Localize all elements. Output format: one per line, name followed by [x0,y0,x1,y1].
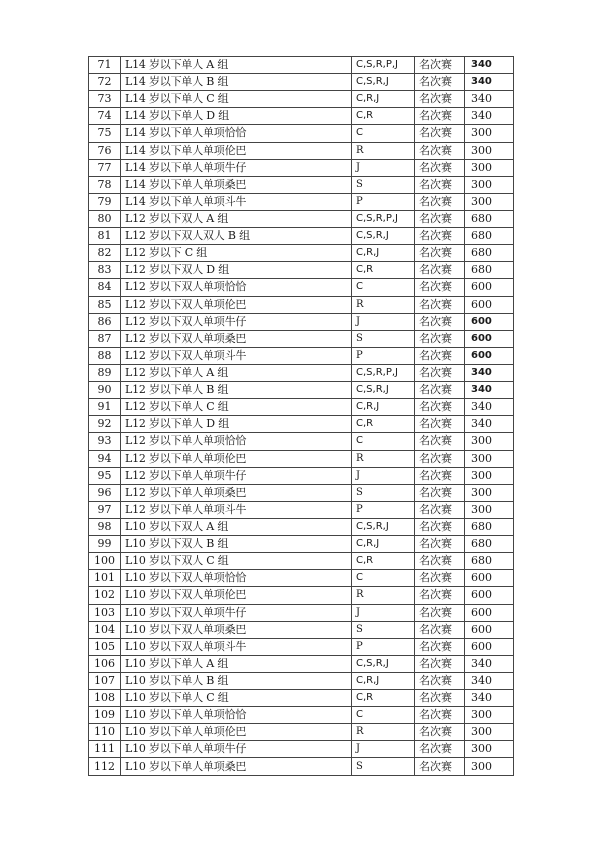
competition-type: 名次赛 [415,570,465,587]
event-name: L14 岁以下单人单项伦巴 [121,142,352,159]
table-body [89,57,514,776]
competition-type: 名次赛 [415,364,465,381]
dance-codes: R [352,450,415,467]
competition-type: 名次赛 [415,279,465,296]
dance-codes: C,S,R,P,J [352,364,415,381]
competition-type: 名次赛 [415,501,465,518]
competition-type: 名次赛 [415,108,465,125]
table-row [89,296,514,313]
event-number: 99 [89,536,121,553]
table-row [89,91,514,108]
event-name: L14 岁以下单人单项桑巴 [121,176,352,193]
entry-fee: 600 [465,313,514,330]
event-name: L12 岁以下双人单项牛仔 [121,313,352,330]
event-name: L10 岁以下单人 A 组 [121,655,352,672]
dance-codes: S [352,621,415,638]
event-number: 112 [89,758,121,775]
entry-fee: 340 [465,399,514,416]
dance-codes: C,R [352,553,415,570]
event-name: L10 岁以下双人 C 组 [121,553,352,570]
table-row [89,159,514,176]
dance-codes: C [352,125,415,142]
event-number: 76 [89,142,121,159]
table-row [89,313,514,330]
table-row [89,382,514,399]
event-name: L14 岁以下单人 C 组 [121,91,352,108]
competition-type: 名次赛 [415,382,465,399]
event-name: L10 岁以下单人 C 组 [121,690,352,707]
event-fee-table [88,56,514,776]
entry-fee: 340 [465,364,514,381]
event-name: L10 岁以下单人单项牛仔 [121,741,352,758]
entry-fee: 340 [465,672,514,689]
dance-codes: S [352,484,415,501]
event-name: L14 岁以下单人单项牛仔 [121,159,352,176]
table-row [89,724,514,741]
table-row [89,262,514,279]
entry-fee: 600 [465,279,514,296]
competition-type: 名次赛 [415,245,465,262]
table-row [89,364,514,381]
dance-codes: J [352,313,415,330]
dance-codes: J [352,467,415,484]
event-number: 89 [89,364,121,381]
event-number: 79 [89,193,121,210]
event-name: L12 岁以下双人单项斗牛 [121,347,352,364]
dance-codes: P [352,638,415,655]
entry-fee: 300 [465,450,514,467]
entry-fee: 340 [465,74,514,91]
competition-type: 名次赛 [415,707,465,724]
dance-codes: C [352,279,415,296]
entry-fee: 600 [465,347,514,364]
competition-type: 名次赛 [415,433,465,450]
table-row [89,758,514,775]
competition-type: 名次赛 [415,296,465,313]
event-number: 96 [89,484,121,501]
competition-type: 名次赛 [415,228,465,245]
event-number: 72 [89,74,121,91]
event-number: 85 [89,296,121,313]
competition-type: 名次赛 [415,690,465,707]
event-number: 110 [89,724,121,741]
dance-codes: J [352,159,415,176]
table-row [89,450,514,467]
competition-type: 名次赛 [415,57,465,74]
competition-type: 名次赛 [415,91,465,108]
entry-fee: 680 [465,245,514,262]
table-row [89,518,514,535]
dance-codes: C [352,433,415,450]
dance-codes: C,R,J [352,245,415,262]
entry-fee: 300 [465,159,514,176]
event-name: L12 岁以下双人双人 B 组 [121,228,352,245]
event-number: 92 [89,416,121,433]
event-name: L12 岁以下双人单项恰恰 [121,279,352,296]
competition-type: 名次赛 [415,621,465,638]
event-number: 90 [89,382,121,399]
event-number: 108 [89,690,121,707]
entry-fee: 300 [465,467,514,484]
entry-fee: 600 [465,638,514,655]
event-number: 101 [89,570,121,587]
event-name: L12 岁以下双人单项桑巴 [121,330,352,347]
competition-type: 名次赛 [415,176,465,193]
event-name: L12 岁以下单人单项伦巴 [121,450,352,467]
dance-codes: R [352,587,415,604]
competition-type: 名次赛 [415,74,465,91]
event-number: 105 [89,638,121,655]
table-row [89,125,514,142]
event-name: L12 岁以下单人 B 组 [121,382,352,399]
event-number: 100 [89,553,121,570]
event-name: L10 岁以下双人单项恰恰 [121,570,352,587]
event-number: 91 [89,399,121,416]
event-number: 81 [89,228,121,245]
entry-fee: 680 [465,536,514,553]
competition-type: 名次赛 [415,399,465,416]
entry-fee: 300 [465,176,514,193]
event-number: 73 [89,91,121,108]
entry-fee: 600 [465,296,514,313]
dance-codes: C,R [352,262,415,279]
event-name: L12 岁以下单人单项恰恰 [121,433,352,450]
table-row [89,210,514,227]
dance-codes: C,R,J [352,672,415,689]
dance-codes: C,S,R,J [352,382,415,399]
table-row [89,330,514,347]
event-name: L10 岁以下双人单项斗牛 [121,638,352,655]
entry-fee: 680 [465,228,514,245]
entry-fee: 300 [465,501,514,518]
table-row [89,228,514,245]
competition-type: 名次赛 [415,724,465,741]
table-row [89,707,514,724]
entry-fee: 340 [465,91,514,108]
dance-codes: R [352,724,415,741]
table-row [89,484,514,501]
competition-type: 名次赛 [415,536,465,553]
dance-codes: P [352,501,415,518]
entry-fee: 600 [465,587,514,604]
entry-fee: 680 [465,262,514,279]
table-row [89,142,514,159]
entry-fee: 300 [465,142,514,159]
entry-fee: 680 [465,553,514,570]
entry-fee: 300 [465,707,514,724]
table-row [89,245,514,262]
competition-type: 名次赛 [415,741,465,758]
event-number: 111 [89,741,121,758]
competition-type: 名次赛 [415,467,465,484]
event-name: L14 岁以下单人单项斗牛 [121,193,352,210]
dance-codes: P [352,193,415,210]
table-row [89,621,514,638]
event-name: L12 岁以下单人单项牛仔 [121,467,352,484]
dance-codes: R [352,296,415,313]
entry-fee: 600 [465,570,514,587]
event-name: L12 岁以下单人 A 组 [121,364,352,381]
table-row [89,587,514,604]
event-name: L12 岁以下单人单项斗牛 [121,501,352,518]
table-row [89,108,514,125]
entry-fee: 600 [465,604,514,621]
event-number: 83 [89,262,121,279]
dance-codes: C,R [352,108,415,125]
competition-type: 名次赛 [415,655,465,672]
event-number: 86 [89,313,121,330]
event-number: 78 [89,176,121,193]
competition-type: 名次赛 [415,553,465,570]
event-name: L14 岁以下单人 A 组 [121,57,352,74]
table-row [89,501,514,518]
dance-codes: C,R,J [352,91,415,108]
event-number: 95 [89,467,121,484]
event-number: 102 [89,587,121,604]
dance-codes: C,S,R,J [352,518,415,535]
dance-codes: C,R,J [352,536,415,553]
event-name: L12 岁以下双人 D 组 [121,262,352,279]
competition-type: 名次赛 [415,159,465,176]
competition-type: 名次赛 [415,210,465,227]
dance-codes: C,S,R,J [352,228,415,245]
dance-codes: J [352,741,415,758]
competition-type: 名次赛 [415,604,465,621]
dance-codes: J [352,604,415,621]
table-row [89,690,514,707]
competition-type: 名次赛 [415,587,465,604]
dance-codes: R [352,142,415,159]
event-name: L14 岁以下单人单项恰恰 [121,125,352,142]
entry-fee: 340 [465,690,514,707]
table-row [89,536,514,553]
entry-fee: 340 [465,382,514,399]
event-name: L10 岁以下双人单项牛仔 [121,604,352,621]
entry-fee: 340 [465,108,514,125]
entry-fee: 600 [465,330,514,347]
event-name: L10 岁以下单人单项恰恰 [121,707,352,724]
event-number: 106 [89,655,121,672]
event-name: L10 岁以下单人单项桑巴 [121,758,352,775]
dance-codes: C [352,707,415,724]
event-number: 98 [89,518,121,535]
dance-codes: C,S,R,P,J [352,57,415,74]
event-number: 75 [89,125,121,142]
entry-fee: 680 [465,210,514,227]
dance-codes: C,S,R,J [352,74,415,91]
event-number: 104 [89,621,121,638]
event-number: 74 [89,108,121,125]
event-name: L14 岁以下单人 B 组 [121,74,352,91]
competition-type: 名次赛 [415,450,465,467]
dance-codes: S [352,176,415,193]
competition-type: 名次赛 [415,638,465,655]
event-number: 82 [89,245,121,262]
competition-type: 名次赛 [415,330,465,347]
competition-type: 名次赛 [415,313,465,330]
dance-codes: S [352,758,415,775]
event-name: L12 岁以下双人 A 组 [121,210,352,227]
dance-codes: C,S,R,J [352,655,415,672]
dance-codes: P [352,347,415,364]
event-name: L12 岁以下 C 组 [121,245,352,262]
table-row [89,638,514,655]
competition-type: 名次赛 [415,416,465,433]
event-number: 94 [89,450,121,467]
competition-type: 名次赛 [415,518,465,535]
event-name: L12 岁以下单人 D 组 [121,416,352,433]
event-name: L10 岁以下双人 B 组 [121,536,352,553]
table-row [89,741,514,758]
competition-type: 名次赛 [415,193,465,210]
event-number: 77 [89,159,121,176]
table-row [89,193,514,210]
event-name: L10 岁以下双人单项伦巴 [121,587,352,604]
event-name: L12 岁以下双人单项伦巴 [121,296,352,313]
competition-type: 名次赛 [415,262,465,279]
event-number: 107 [89,672,121,689]
table-row [89,570,514,587]
event-number: 80 [89,210,121,227]
competition-type: 名次赛 [415,142,465,159]
event-name: L10 岁以下双人单项桑巴 [121,621,352,638]
table-row [89,399,514,416]
event-name: L12 岁以下单人单项桑巴 [121,484,352,501]
entry-fee: 300 [465,125,514,142]
entry-fee: 300 [465,484,514,501]
event-name: L14 岁以下单人 D 组 [121,108,352,125]
event-name: L10 岁以下双人 A 组 [121,518,352,535]
entry-fee: 340 [465,655,514,672]
event-number: 88 [89,347,121,364]
entry-fee: 340 [465,416,514,433]
entry-fee: 300 [465,758,514,775]
table-row [89,416,514,433]
table-row [89,176,514,193]
event-number: 87 [89,330,121,347]
competition-type: 名次赛 [415,125,465,142]
dance-codes: C,S,R,P,J [352,210,415,227]
competition-type: 名次赛 [415,758,465,775]
entry-fee: 300 [465,193,514,210]
event-number: 93 [89,433,121,450]
event-number: 103 [89,604,121,621]
entry-fee: 600 [465,621,514,638]
table-row [89,347,514,364]
event-number: 97 [89,501,121,518]
table-row [89,57,514,74]
event-number: 71 [89,57,121,74]
competition-type: 名次赛 [415,484,465,501]
table-row [89,553,514,570]
table-row [89,433,514,450]
event-number: 84 [89,279,121,296]
event-number: 109 [89,707,121,724]
entry-fee: 340 [465,57,514,74]
entry-fee: 680 [465,518,514,535]
table-row [89,655,514,672]
dance-codes: C,R [352,416,415,433]
table-row [89,74,514,91]
table-row [89,467,514,484]
dance-codes: C,R [352,690,415,707]
table-row [89,672,514,689]
table-row [89,604,514,621]
dance-codes: S [352,330,415,347]
entry-fee: 300 [465,433,514,450]
entry-fee: 300 [465,724,514,741]
event-name: L12 岁以下单人 C 组 [121,399,352,416]
competition-type: 名次赛 [415,347,465,364]
dance-codes: C [352,570,415,587]
competition-type: 名次赛 [415,672,465,689]
event-name: L10 岁以下单人单项伦巴 [121,724,352,741]
table-row [89,279,514,296]
entry-fee: 300 [465,741,514,758]
event-name: L10 岁以下单人 B 组 [121,672,352,689]
dance-codes: C,R,J [352,399,415,416]
